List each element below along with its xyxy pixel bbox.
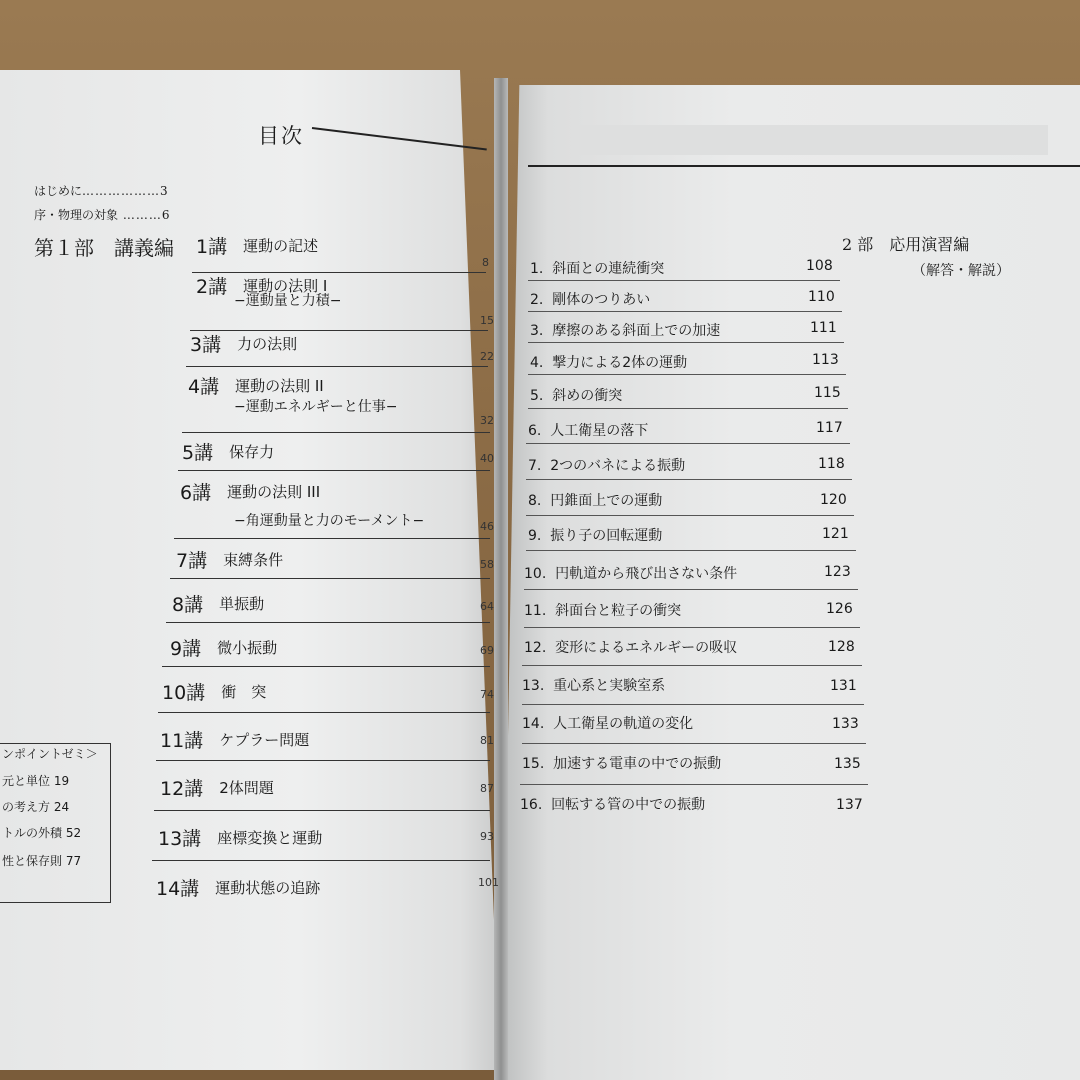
entry-divider	[528, 280, 840, 281]
exercise-page: 135	[834, 756, 861, 772]
lecture-title: ケプラー問題	[219, 731, 310, 749]
exercise-entry[interactable]	[530, 385, 622, 405]
lecture-number: 2講	[196, 276, 228, 298]
exercise-page: 120	[820, 492, 847, 508]
exercise-title: 人工衛星の軌道の変化	[553, 716, 694, 732]
lecture-title: 運動の法則 II	[235, 377, 324, 395]
exercise-entry[interactable]	[528, 525, 662, 545]
entry-divider	[158, 712, 490, 713]
lecture-subtitle: −運動量と力積−	[234, 293, 342, 309]
lecture-title: 束縛条件	[223, 551, 284, 569]
entry-divider	[166, 622, 490, 623]
exercise-number: 12.	[524, 640, 547, 656]
entry-divider	[526, 550, 856, 551]
toc-entry[interactable]	[172, 590, 264, 617]
lecture-subtitle: −運動エネルギーと仕事−	[234, 399, 398, 415]
lecture-page: 101	[478, 876, 499, 889]
entry-divider	[186, 366, 488, 367]
exercise-entry[interactable]	[530, 258, 664, 278]
onepoint-item[interactable]	[2, 824, 81, 841]
exercise-page: 128	[828, 639, 855, 655]
lecture-page: 22	[480, 350, 494, 363]
exercise-entry[interactable]	[530, 320, 720, 340]
part1-title: 第１部 講義編	[34, 236, 174, 260]
exercise-title: 人工衛星の落下	[550, 423, 649, 439]
onepoint-item-page: 77	[65, 854, 82, 868]
exercise-entry[interactable]	[530, 289, 650, 309]
part2-title: 2 部 応用演習編	[842, 235, 970, 254]
onepoint-seminar-box	[0, 743, 111, 903]
front-matter-label: はじめに	[34, 184, 83, 198]
exercise-number: 7.	[528, 458, 542, 474]
onepoint-item-page: 19	[53, 774, 70, 788]
lecture-page: 74	[480, 688, 494, 701]
lecture-number: 11講	[160, 730, 204, 752]
onepoint-item[interactable]	[2, 772, 69, 789]
exercise-entry[interactable]	[522, 713, 693, 733]
lecture-number: 4講	[188, 376, 220, 398]
exercise-entry[interactable]	[528, 490, 662, 510]
exercise-entry[interactable]	[520, 794, 705, 814]
exercise-entry[interactable]	[522, 753, 721, 773]
part2-subtitle: （解答・解説）	[912, 263, 1010, 279]
exercise-page: 118	[818, 456, 845, 472]
entry-divider	[152, 860, 490, 861]
entry-divider	[522, 704, 864, 705]
exercise-page: 115	[814, 385, 841, 401]
exercise-number: 6.	[528, 423, 542, 439]
lecture-number: 14講	[156, 878, 200, 900]
book-gutter	[494, 78, 508, 1080]
exercise-number: 8.	[528, 493, 542, 509]
exercise-title: 2つのバネによる振動	[550, 458, 686, 474]
exercise-title: 重心系と実験室系	[553, 678, 666, 694]
entry-divider	[520, 784, 868, 785]
lecture-page: 32	[480, 414, 494, 427]
entry-divider	[528, 374, 846, 375]
toc-entry[interactable]	[162, 678, 266, 705]
exercise-number: 1.	[530, 261, 544, 277]
exercise-page: 121	[822, 526, 849, 542]
lecture-page: 81	[480, 734, 494, 747]
exercise-number: 14.	[522, 716, 545, 732]
lecture-title: 力の法則	[237, 335, 298, 353]
entry-divider	[522, 665, 862, 666]
lecture-title: 運動の法則 I	[243, 277, 328, 295]
exercise-title: 振り子の回転運動	[550, 528, 663, 544]
toc-entry[interactable]	[158, 824, 322, 851]
lecture-number: 7講	[176, 550, 208, 572]
onepoint-item-label: 性と保存則	[2, 854, 63, 868]
exercise-title: 斜面との連続衝突	[552, 261, 665, 277]
lecture-title: 運動の法則 III	[227, 483, 321, 501]
lecture-page: 58	[480, 558, 494, 571]
exercise-entry[interactable]	[524, 563, 737, 583]
lecture-title: 運動の記述	[243, 237, 319, 255]
exercise-title: 変形によるエネルギーの吸収	[555, 640, 738, 656]
front-matter-intro: はじめに………………3	[34, 184, 168, 198]
exercise-page: 117	[816, 420, 843, 436]
exercise-title: 円錐面上での運動	[550, 493, 663, 509]
exercise-title: 撃力による2体の運動	[552, 355, 688, 371]
toc-title: 目次	[258, 124, 304, 148]
exercise-page: 108	[806, 258, 833, 274]
exercise-number: 13.	[522, 678, 545, 694]
lecture-number: 9講	[170, 638, 202, 660]
lecture-page: 69	[480, 644, 494, 657]
exercise-title: 斜面台と粒子の衝突	[555, 603, 682, 619]
exercise-number: 16.	[520, 797, 543, 813]
exercise-entry[interactable]	[528, 455, 685, 475]
entry-divider	[522, 743, 866, 744]
lecture-number: 5講	[182, 442, 214, 464]
exercise-title: 摩擦のある斜面上での加速	[552, 323, 721, 339]
toc-entry[interactable]	[190, 330, 297, 357]
exercise-title: 剛体のつりあい	[552, 292, 651, 308]
toc-entry[interactable]	[182, 438, 274, 465]
entry-divider	[528, 342, 844, 343]
exercise-page: 123	[824, 564, 851, 580]
exercise-entry[interactable]	[524, 600, 681, 620]
front-matter-page: 6	[161, 208, 170, 222]
toc-entry[interactable]	[180, 478, 320, 505]
toc-entry[interactable]	[176, 546, 283, 573]
lecture-page: 40	[480, 452, 494, 465]
onepoint-item-label: トルの外積	[2, 826, 63, 840]
entry-divider	[156, 760, 490, 761]
exercise-page: 110	[808, 289, 835, 305]
onepoint-item-page: 52	[65, 826, 82, 840]
exercise-page: 113	[812, 352, 839, 368]
lecture-title: 衝 突	[221, 683, 267, 701]
exercise-number: 2.	[530, 292, 544, 308]
lecture-page: 8	[482, 256, 489, 269]
entry-divider	[526, 479, 852, 480]
onepoint-seminar-header: ンポイントゼミ＞	[2, 747, 98, 761]
lecture-subtitle: −角運動量と力のモーメント−	[234, 513, 425, 529]
exercise-number: 3.	[530, 323, 544, 339]
lecture-title: 2体問題	[219, 779, 274, 797]
exercise-title: 加速する電車の中での振動	[553, 756, 722, 772]
exercise-number: 9.	[528, 528, 542, 544]
entry-divider	[154, 810, 490, 811]
entry-divider	[524, 589, 858, 590]
toc-entry[interactable]	[156, 874, 320, 901]
exercise-number: 11.	[524, 603, 547, 619]
lecture-page: 15	[480, 314, 494, 327]
front-matter-page: 3	[160, 184, 168, 198]
exercise-page: 137	[836, 797, 863, 813]
exercise-entry[interactable]	[522, 675, 665, 695]
entry-divider	[170, 578, 490, 579]
entry-divider	[528, 408, 848, 409]
exercise-number: 5.	[530, 388, 544, 404]
lecture-page: 64	[480, 600, 494, 613]
lecture-number: 3講	[190, 334, 222, 356]
lecture-title: 座標変換と運動	[217, 829, 323, 847]
entry-divider	[524, 627, 860, 628]
exercise-page: 111	[810, 320, 837, 336]
lecture-number: 1講	[196, 236, 228, 258]
exercise-page: 133	[832, 716, 859, 732]
toc-entry[interactable]	[188, 372, 324, 399]
exercise-number: 15.	[522, 756, 545, 772]
lecture-number: 13講	[158, 828, 202, 850]
exercise-number: 4.	[530, 355, 544, 371]
lecture-title: 運動状態の追跡	[215, 879, 321, 897]
entry-divider	[526, 443, 850, 444]
entry-divider	[528, 311, 842, 312]
entry-divider	[526, 515, 854, 516]
lecture-page: 87	[480, 782, 494, 795]
onepoint-item-label: の考え方	[2, 800, 51, 814]
onepoint-item[interactable]	[2, 852, 81, 869]
lecture-number: 8講	[172, 594, 204, 616]
toc-entry[interactable]	[160, 774, 274, 801]
toc-entry[interactable]	[170, 634, 277, 661]
exercise-entry[interactable]	[530, 352, 687, 372]
lecture-page: 46	[480, 520, 494, 533]
exercise-number: 10.	[524, 566, 547, 582]
front-matter-label: 序・物理の対象	[34, 208, 119, 222]
entry-divider	[162, 666, 490, 667]
exercise-entry[interactable]	[524, 637, 737, 657]
toc-entry[interactable]	[196, 232, 318, 259]
right-page-header-band	[578, 125, 1048, 155]
front-matter-prologue: 序・物理の対象 ………6	[34, 208, 170, 222]
entry-divider	[178, 470, 490, 471]
lecture-title: 保存力	[229, 443, 275, 461]
lecture-number: 6講	[180, 482, 212, 504]
lecture-number: 10講	[162, 682, 206, 704]
exercise-title: 円軌道から飛び出さない条件	[555, 566, 738, 582]
exercise-entry[interactable]	[528, 420, 648, 440]
lecture-title: 単振動	[219, 595, 265, 613]
lecture-page: 93	[480, 830, 494, 843]
lecture-number: 12講	[160, 778, 204, 800]
exercise-page: 131	[830, 678, 857, 694]
lecture-title: 微小振動	[217, 639, 278, 657]
onepoint-item[interactable]	[2, 798, 69, 815]
entry-divider	[174, 538, 490, 539]
toc-entry[interactable]	[160, 726, 309, 753]
onepoint-item-page: 24	[53, 800, 70, 814]
entry-divider	[182, 432, 490, 433]
exercise-title: 回転する管の中での振動	[551, 797, 706, 813]
exercise-title: 斜めの衝突	[552, 388, 623, 404]
right-page-rule	[528, 165, 1080, 167]
onepoint-item-label: 元と単位	[2, 774, 51, 788]
exercise-page: 126	[826, 601, 853, 617]
